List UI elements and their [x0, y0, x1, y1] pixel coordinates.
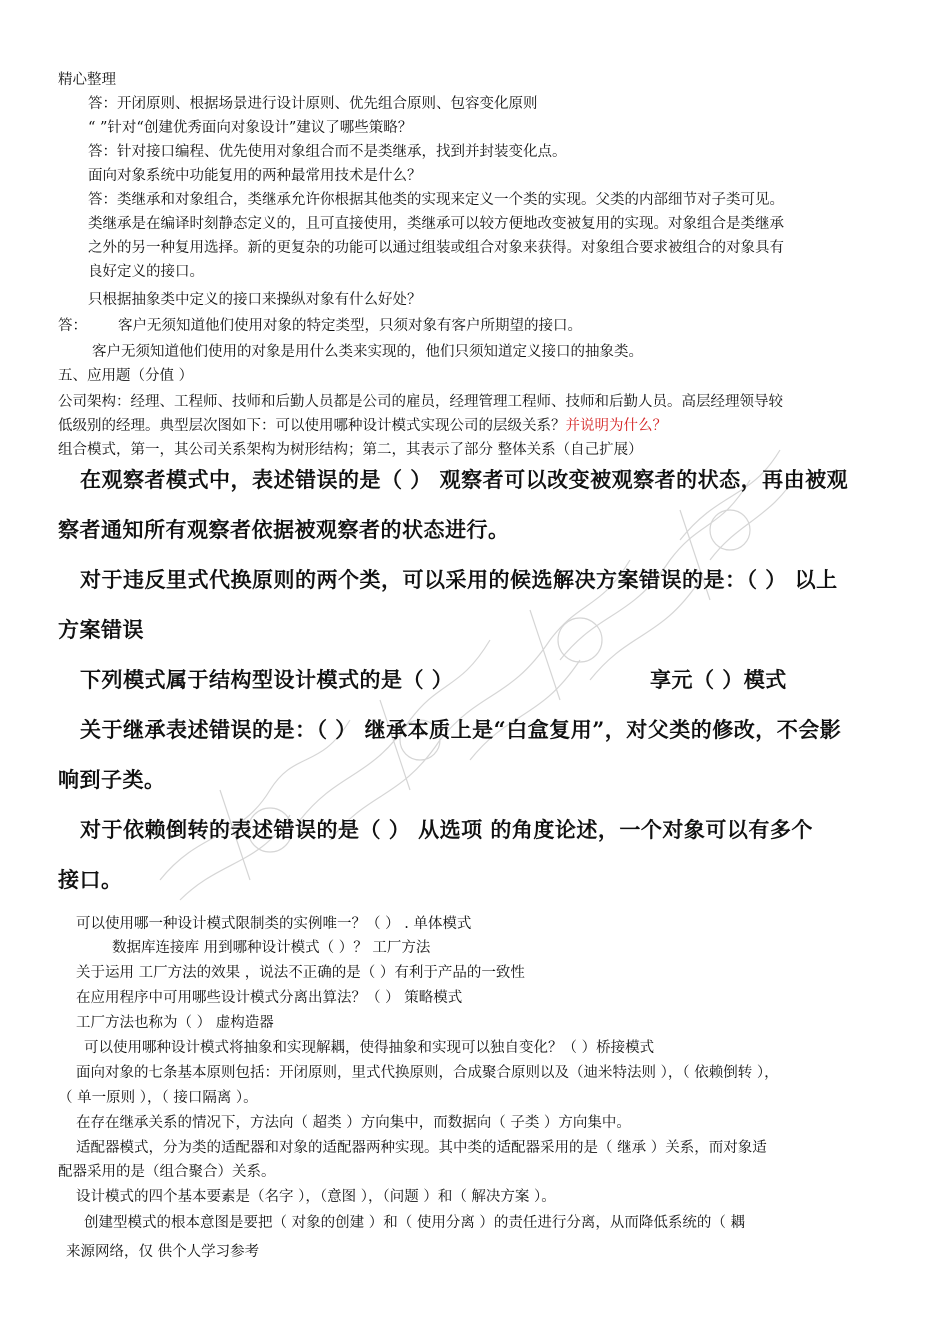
question-line: 可以使用哪种设计模式将抽象和实现解耦，使得抽象和实现可以独自变化？（ ）桥接模式: [84, 1040, 655, 1056]
page-header: 精心整理: [58, 72, 116, 88]
paragraph-line: 公司架构：经理、工程师、技师和后勤人员都是公司的雇员，经理管理工程师、技师和后勤人员。高层经理领导较: [58, 394, 783, 410]
section-heading: 五、应用题（分值 ）: [58, 368, 194, 384]
highlight-text: 并说明为什么？: [565, 418, 667, 434]
answer-line: 答：类继承和对象组合，类继承允许你根据其他类的实现来定义一个类的实现。父类的内部细节对子类可见。: [88, 192, 784, 208]
question-line: 面向对象系统中功能复用的两种最常用技术是什么？: [88, 168, 422, 184]
question-line: 可以使用哪一种设计模式限制类的实例唯一？（ ） . 单体模式: [76, 916, 472, 932]
question-line-large: 察者通知所有观察者依据被观察者的状态进行。: [58, 517, 510, 542]
question-text: 低级别的经理。典型层次图如下：可以使用哪种设计模式实现公司的层级关系？: [58, 418, 566, 434]
question-line: 数据库连接库 用到哪种设计模式（ ）？ 工厂方法: [112, 940, 431, 956]
question-line: 适配器模式，分为类的适配器和对象的适配器两种实现。其中类的适配器采用的是（ 继承 ）关系，而对象适: [76, 1140, 767, 1156]
question-line: （ 单一原则 ），（ 接口隔离 ）。: [58, 1090, 258, 1106]
answer-line: 答：开闭原则、根据场景进行设计原则、优先组合原则、包容变化原则: [88, 96, 538, 112]
answer-line: 客户无须知道他们使用对象的特定类型，只须对象有客户所期望的接口。: [118, 318, 582, 334]
question-line: 配器采用的是（组合聚合）关系。: [58, 1164, 276, 1180]
paragraph-line: [58, 416, 667, 436]
question-line: 创建型模式的根本意图是要把（ 对象的创建 ）和（ 使用分离 ）的责任进行分离，从而降低系统的（ 耦: [84, 1215, 746, 1231]
question-line: 工厂方法也称为（ ） 虚构造器: [76, 1015, 274, 1031]
question-line-large: 响到子类。: [58, 767, 166, 792]
question-line-large: 接口。: [58, 867, 123, 892]
question-line-large: 在观察者模式中，表述错误的是（ ） 观察者可以改变被观察者的状态，再由被观: [80, 467, 849, 492]
question-line: “ ”针对“创建优秀面向对象设计”建议了哪些策略？: [88, 120, 413, 136]
question-line: 只根据抽象类中定义的接口来操纵对象有什么好处？: [88, 292, 422, 308]
question-line: 设计模式的四个基本要素是（名字 ），（意图 ），（问题 ）和（ 解决方案 ）。: [76, 1189, 556, 1205]
question-line: 在存在继承关系的情况下，方法向（ 超类 ）方向集中，而数据向（ 子类 ）方向集中。: [76, 1115, 631, 1131]
question-line-large: 对于依赖倒转的表述错误的是（ ） 从选项 的角度论述，一个对象可以有多个: [80, 817, 813, 842]
question-line-large: 对于违反里式代换原则的两个类，可以采用的候选解决方案错误的是：（ ） 以上: [80, 567, 838, 592]
question-line-large: 下列模式属于结构型设计模式的是（ ）: [80, 667, 454, 692]
answer-line: 之外的另一种复用选择。新的更复杂的功能可以通过组装或组合对象来获得。对象组合要求被组合的对象具有: [88, 240, 784, 256]
answer-label: 答：: [58, 318, 87, 334]
page-footer: 来源网络，仅 供个人学习参考: [66, 1244, 260, 1260]
answer-line: 答：针对接口编程、优先使用对象组合而不是类继承，找到并封装变化点。: [88, 144, 567, 160]
question-line: 关于运用 工厂方法的效果 ，说法不正确的是（ ）有利于产品的一致性: [76, 965, 525, 981]
question-line: 在应用程序中可用哪些设计模式分离出算法？（ ） 策略模式: [76, 990, 463, 1006]
answer-line: 客户无须知道他们使用的对象是用什么类来实现的，他们只须知道定义接口的抽象类。: [92, 344, 643, 360]
answer-text-large: 享元（ ）模式: [650, 667, 787, 692]
question-line-large: 关于继承表述错误的是：（ ） 继承本质上是“白盒复用”，对父类的修改，不会影: [80, 717, 842, 742]
question-line: 面向对象的七条基本原则包括：开闭原则，里式代换原则，合成聚合原则以及（迪米特法则 ），（ 依赖倒转 ），: [76, 1065, 779, 1081]
question-line-large: 方案错误: [58, 617, 144, 642]
answer-line: 良好定义的接口。: [88, 264, 204, 280]
answer-line: 类继承是在编译时刻静态定义的，且可直接使用，类继承可以较方便地改变被复用的实现。对象组合是类继承: [88, 216, 784, 232]
answer-line: 组合模式，第一，其公司关系架构为树形结构；第二，其表示了部分 整体关系（自己扩展）: [58, 442, 643, 458]
